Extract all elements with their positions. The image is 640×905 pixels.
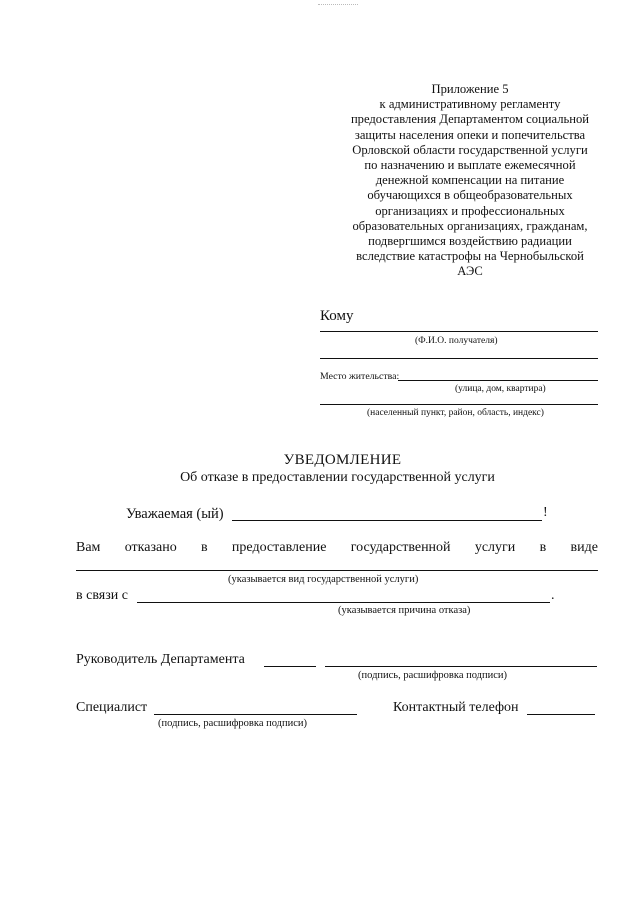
- scan-artifact: [318, 4, 358, 5]
- refusal-word: государственной: [350, 540, 451, 555]
- reason-label: в связи с: [76, 588, 128, 603]
- locality-hint: (населенный пункт, район, область, индекс): [367, 408, 544, 418]
- refusal-word: услуги: [474, 540, 516, 555]
- appendix-line: Орловской области государственной услуги: [352, 142, 588, 157]
- refusal-word: виде: [570, 540, 598, 555]
- reason-end: .: [551, 588, 555, 603]
- fio-line-2[interactable]: [320, 358, 598, 359]
- appendix-line: Приложение 5: [431, 82, 509, 96]
- refusal-word: отказано: [124, 540, 177, 555]
- specialist-hint: (подпись, расшифровка подписи): [158, 718, 308, 729]
- service-hint: (указывается вид государственной услуги): [228, 574, 419, 585]
- appendix-line: организациях и профессиональных: [375, 203, 565, 218]
- appendix-line: АЭС: [457, 264, 483, 279]
- refusal-word: в: [539, 540, 547, 555]
- specialist-label: Специалист: [76, 700, 148, 715]
- appendix-line: денежной компенсации на питание: [375, 173, 565, 188]
- notice-title: УВЕДОМЛЕНИЕ: [283, 452, 402, 468]
- notice-subtitle: Об отказе в предоставлении государственной услуги: [180, 470, 495, 485]
- appendix-line: к административному регламенту: [379, 97, 561, 112]
- appendix-line: обучающихся в общеобразовательных: [367, 188, 573, 203]
- to-label: Кому: [320, 308, 354, 324]
- appendix-header: [335, 82, 605, 280]
- refusal-sentence: [76, 540, 598, 556]
- appendix-line: подвергшимся воздействию радиации: [368, 234, 572, 249]
- greeting-label: Уважаемая (ый): [126, 506, 224, 522]
- reason-line[interactable]: [137, 602, 550, 603]
- greeting-name-line[interactable]: [232, 520, 542, 521]
- head-signature-line[interactable]: [325, 666, 597, 667]
- specialist-signature-line[interactable]: [154, 714, 357, 715]
- head-label: Руководитель Департамента: [76, 652, 245, 667]
- phone-line[interactable]: [527, 714, 595, 715]
- street-line[interactable]: [398, 380, 598, 381]
- service-type-line[interactable]: [76, 570, 598, 571]
- refusal-word: в: [201, 540, 208, 555]
- refusal-word: Вам: [76, 540, 101, 555]
- fio-line[interactable]: [320, 331, 598, 332]
- locality-line[interactable]: [320, 404, 598, 405]
- reason-hint: (указывается причина отказа): [338, 605, 471, 616]
- phone-label: Контактный телефон: [393, 700, 519, 715]
- head-short-line[interactable]: [264, 666, 316, 667]
- greeting-end: !: [543, 505, 548, 520]
- appendix-line: по назначению и выплате ежемесячной: [364, 158, 576, 173]
- head-hint: (подпись, расшифровка подписи): [358, 670, 508, 681]
- fio-hint: (Ф.И.О. получателя): [415, 336, 498, 346]
- appendix-line: вследствие катастрофы на Чернобыльской: [356, 249, 584, 264]
- appendix-line: предоставления Департаментом социальной: [350, 112, 590, 127]
- appendix-line: образовательных организациях, гражданам,: [352, 218, 588, 233]
- refusal-word: предоставление: [231, 540, 327, 555]
- street-hint: (улица, дом, квартира): [455, 384, 546, 394]
- residence-label: Место жительства:: [320, 371, 400, 382]
- appendix-line: защиты населения опеки и попечительства: [354, 127, 586, 142]
